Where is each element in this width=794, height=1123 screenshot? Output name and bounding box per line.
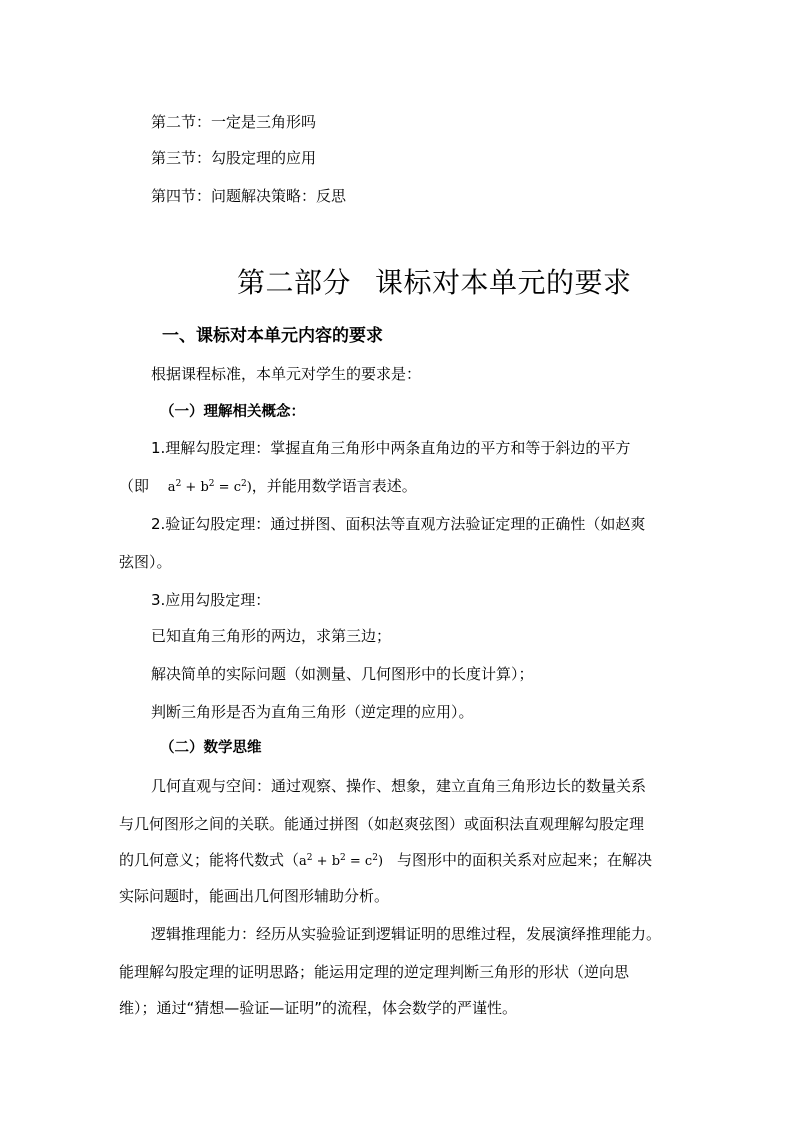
concept-item-3-b: 解决简单的实际问题（如测量、几何图形中的长度计算）； xyxy=(151,665,534,683)
section-intro: 根据课程标准，本单元对学生的要求是： xyxy=(151,365,422,383)
concept-item-2-line-2: 弦图）。 xyxy=(119,553,172,571)
concept-item-2-line-1: 2.验证勾股定理：通过拼图、面积法等直观方法验证定理的正确性（如赵爽 xyxy=(151,515,646,533)
section-heading: 一、课标对本单元内容的要求 xyxy=(162,326,383,346)
thinking-p2-line-1: 逻辑推理能力：经历从实验验证到逻辑证明的思维过程，发展演绎推理能力。 xyxy=(151,925,662,943)
toc-item-4: 第四节：问题解决策略：反思 xyxy=(151,187,347,205)
thinking-p1-line-4: 实际问题时，能画出几何图形辅助分析。 xyxy=(119,887,390,905)
thinking-p1-line-2: 与几何图形之间的关联。能通过拼图（如赵爽弦图）或面积法直观理解勾股定理 xyxy=(119,815,645,833)
concept-item-3: 3.应用勾股定理： xyxy=(151,591,271,609)
concept-item-3-c: 判断三角形是否为直角三角形（逆定理的应用）。 xyxy=(151,703,474,721)
thinking-p1-line-3-pre: 的几何意义；能将代数式（ xyxy=(119,851,300,869)
concept-item-3-a: 已知直角三角形的两边，求第三边； xyxy=(151,627,392,645)
pythagorean-formula-2: $a^2 + b^2 = c^2$) xyxy=(299,853,384,869)
thinking-p2-line-2: 能理解勾股定理的证明思路；能运用定理的逆定理判断三角形的形状（逆向思 xyxy=(119,963,630,981)
concept-item-1-post: ，并能用数学语言表述。 xyxy=(251,477,417,495)
concept-item-1-line-2 xyxy=(119,476,417,498)
part-heading xyxy=(237,265,632,301)
toc-item-2: 第二节：一定是三角形吗 xyxy=(151,113,317,131)
concept-item-1-pre: （即 xyxy=(119,477,150,495)
toc-item-3: 第三节：勾股定理的应用 xyxy=(151,149,317,167)
pythagorean-formula: $a^2 + b^2 = c^2$) xyxy=(167,479,252,495)
thinking-p1-line-3 xyxy=(119,850,652,872)
thinking-p2-line-3: 维）；通过“猜想—验证—证明”的流程，体会数学的严谨性。 xyxy=(119,999,518,1017)
concept-item-1-line-1: 1.理解勾股定理：掌握直角三角形中两条直角边的平方和等于斜边的平方 xyxy=(151,439,631,457)
thinking-p1-line-3-post: 与图形中的面积关系对应起来；在解决 xyxy=(397,851,653,869)
concepts-heading: （一）理解相关概念： xyxy=(160,404,305,420)
part-number: 第二部分 xyxy=(237,266,352,299)
thinking-heading: （二）数学思维 xyxy=(160,740,262,756)
thinking-p1-line-1: 几何直观与空间：通过观察、操作、想象，建立直角三角形边长的数量关系 xyxy=(151,777,647,795)
part-title: 课标对本单元的要求 xyxy=(375,266,632,299)
